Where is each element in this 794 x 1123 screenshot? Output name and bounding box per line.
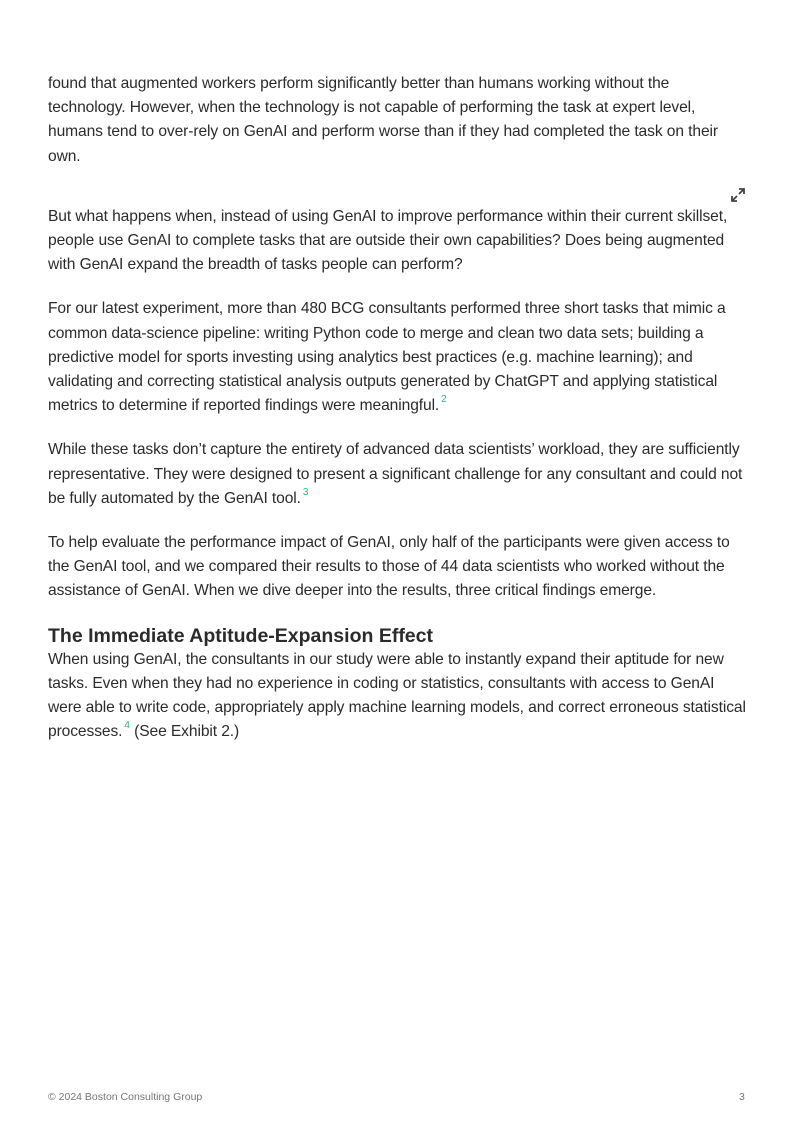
article-body [48,72,750,744]
paragraph-text: But what happens when, instead of using GenAI to improve performance within their current skillset, people use GenAI to complete tasks that are outside their own capabilities? Does being augmented with GenAI expand the breadth of tasks people can perform? [48,207,728,274]
exhibit-reference: (See Exhibit 2.) [129,723,240,741]
paragraph-text: While these tasks don’t capture the entirety of advanced data scientists’ workload, they are sufficiently representative. They were designed to present a significant challenge for any consultant and could not be fully automated by the GenAI tool. [48,441,743,507]
paragraph [48,205,750,278]
footnote-link[interactable]: 4 [124,720,130,732]
section-heading: The Immediate Aptitude-Expansion Effect [48,624,433,647]
paragraph: To help evaluate the performance impact of GenAI, only half of the participants were given access to the GenAI tool, and we compared their results to those of 44 data scientists who worked without the assistance of GenAI. When we dive deeper into the results, three critical findings emerge. [48,534,730,600]
paragraph-text: For our latest experiment, more than 480 BCG consultants performed three short tasks that mimic a common data-science pipeline: writing Python code to merge and clean two data sets; building a predictive model for sports investing using analytics best practices (e.g. machine learning); and validating and correcting statistical analysis outputs generated by ChatGPT and applying statistical metrics to determine if reported findings were meaningful. [48,300,726,415]
paragraph [48,297,750,418]
page-number: 3 [739,1091,745,1103]
footnote-link[interactable]: 3 [302,486,309,498]
footnote-link[interactable]: 2 [441,394,447,406]
paragraph-text: When using GenAI, the consultants in our study were able to instantly expand their aptitude for new tasks. Even when they had no experience in coding or statistics, consultants with access to GenAI were able to write code, appropriately apply machine learning models, and correct erroneous statistical processes. [48,650,746,741]
paragraph: found that augmented workers perform significantly better than humans working without the technology. However, when the technology is not capable of performing the task at expert level, humans tend to over-rely on GenAI and perform worse than if they had completed the task on their own. [48,75,718,165]
footer-copyright: © 2024 Boston Consulting Group [48,1091,203,1103]
paragraph [48,438,750,511]
expand-icon[interactable] [729,186,747,204]
paragraph [48,648,750,745]
